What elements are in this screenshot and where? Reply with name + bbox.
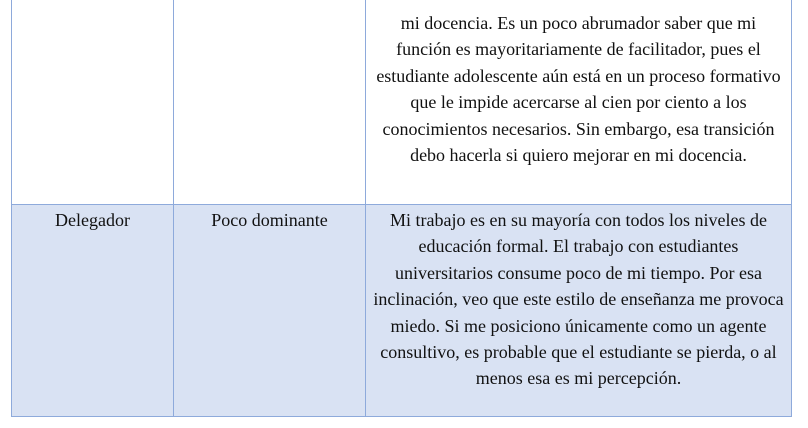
dominance-cell bbox=[174, 0, 366, 205]
reflection-cell bbox=[366, 205, 792, 417]
table-row bbox=[12, 0, 792, 205]
table-row bbox=[12, 205, 792, 417]
teaching-styles-table bbox=[11, 0, 792, 417]
reflection-cell bbox=[366, 0, 792, 205]
reflection-text: mi docencia. Es un poco abrumador saber que mi función es mayoritariamente de facilitador, pues el estudiante adolescente aún está en un proceso formativo que le impide acercarse al cien por ciento a los conocimientos necesarios. Sin embargo, esa transición debo hacerla si quiero mejorar en mi docencia. bbox=[376, 13, 781, 166]
dominance-label: Poco dominante bbox=[211, 210, 328, 230]
teaching-style-cell bbox=[12, 205, 174, 417]
teaching-style-cell bbox=[12, 0, 174, 205]
reflection-text: Mi trabajo es en su mayoría con todos los niveles de educación formal. El trabajo con estudiantes universitarios consume poco de mi tiempo. Por esa inclinación, veo que este estilo de enseñanza me provoca miedo. Si me posiciono únicamente como un agente consultivo, es probable que el estudiante se pierda, o al menos esa es mi percepción. bbox=[373, 210, 784, 389]
dominance-cell bbox=[174, 205, 366, 417]
teaching-style-label: Delegador bbox=[55, 210, 130, 230]
